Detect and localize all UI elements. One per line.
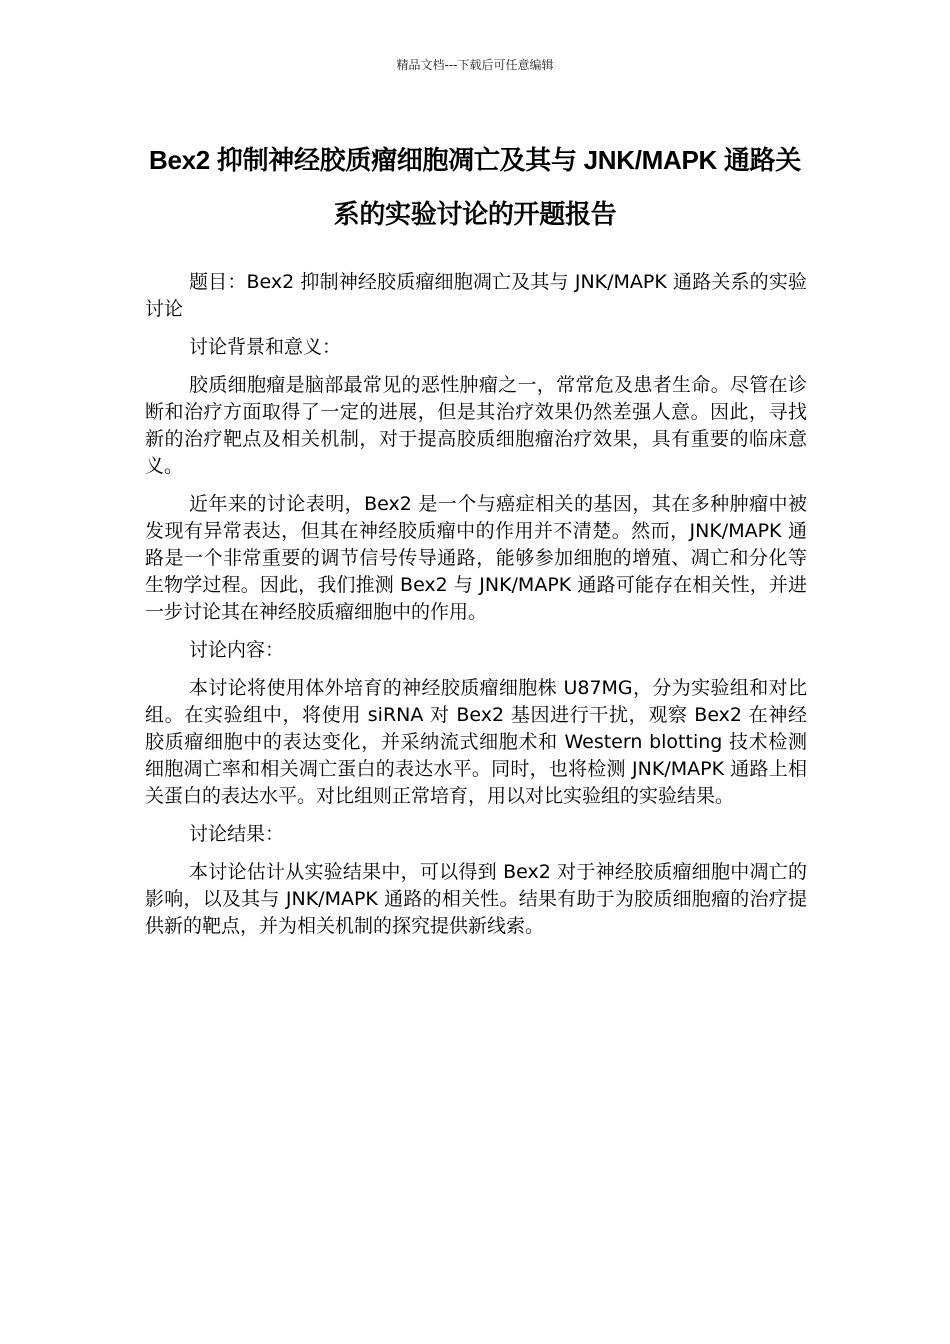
heading-content: 讨论内容： (189, 639, 285, 661)
paragraph-content: 本讨论将使用体外培育的神经胶质瘤细胞株 U87MG，分为实验组和对比组。在实验组中，将使用 siRNA 对 Bex2 基因进行干扰，观察 Bex2 在神经胶质瘤细胞中的表达变化，并采纳流式细胞术和 Western blotting 技术检测细胞凋亡率和相关凋亡蛋白的表达水平。同时，也将检测 JNK/MAPK 通路上相关蛋白的表达水平。对比组则正常培育，用以对比实验组的实验结果。 (145, 677, 807, 807)
paragraph-research-status: 近年来的讨论表明，Bex2 是一个与癌症相关的基因，其在多种肿瘤中被发现有异常表达，但其在神经胶质瘤中的作用并不清楚。然而，JNK/MAPK 通路是一个非常重要的调节信号传导通路，能够参加细胞的增殖、凋亡和分化等生物学过程。因此，我们推测 Bex2 与 JNK/MAPK 通路可能存在相关性，并进一步讨论其在神经胶质瘤细胞中的作用。 (145, 493, 807, 623)
header-watermark: 精品文档---下载后可任意编辑 (396, 58, 554, 72)
paragraph-background: 胶质细胞瘤是脑部最常见的恶性肿瘤之一，常常危及患者生命。尽管在诊断和治疗方面取得了一定的进展，但是其治疗效果仍然差强人意。因此，寻找新的治疗靶点及相关机制，对于提高胶质细胞瘤治疗效果，具有重要的临床意义。 (145, 374, 807, 477)
document-title: Bex2 抑制神经胶质瘤细胞凋亡及其与 JNK/MAPK 通路关系的实验讨论的开题报告 (148, 145, 802, 229)
paragraph-results: 本讨论估计从实验结果中，可以得到 Bex2 对于神经胶质瘤细胞中凋亡的影响，以及其与 JNK/MAPK 通路的相关性。结果有助于为胶质细胞瘤的治疗提供新的靶点，并为相关机制的探究提供新线索。 (145, 861, 807, 937)
heading-background: 讨论背景和意义： (189, 336, 342, 358)
heading-results: 讨论结果： (189, 823, 285, 845)
paragraph-topic: 题目：Bex2 抑制神经胶质瘤细胞凋亡及其与 JNK/MAPK 通路关系的实验讨论 (145, 271, 807, 320)
document-body (145, 269, 807, 951)
